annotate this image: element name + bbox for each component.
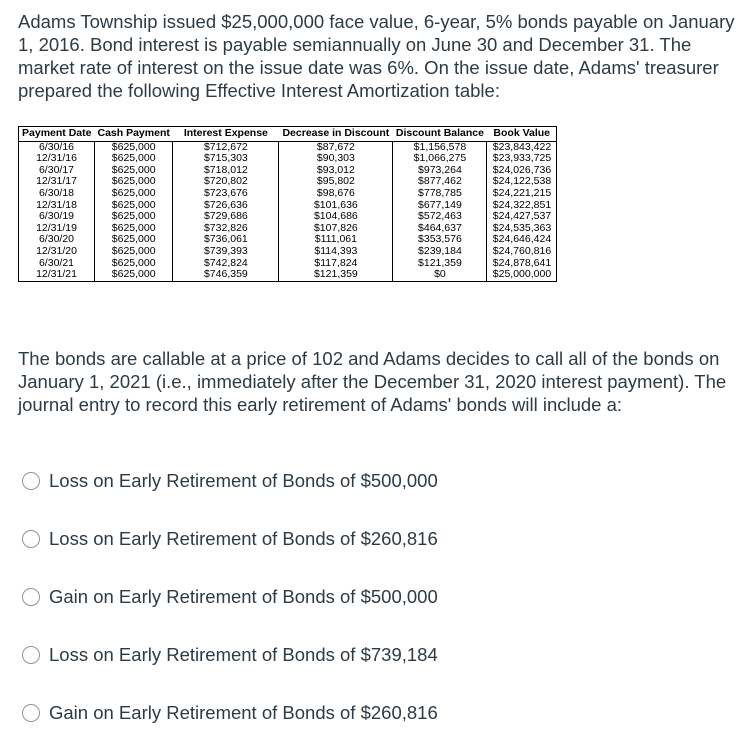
table-cell: $107,826 — [279, 223, 393, 235]
table-row — [19, 176, 557, 188]
table-cell: $353,576 — [393, 234, 487, 246]
table-cell: $742,824 — [173, 258, 279, 270]
table-row — [19, 258, 557, 270]
table-cell: $23,843,422 — [487, 141, 557, 153]
table-cell: $1,066,275 — [393, 153, 487, 165]
column-header: Discount Balance — [393, 127, 487, 142]
answer-option-label[interactable]: Gain on Early Retirement of Bonds of $260,816 — [49, 702, 438, 723]
table-row — [19, 188, 557, 200]
table-cell: $24,760,816 — [487, 246, 557, 258]
table-cell: $625,000 — [95, 165, 173, 177]
table-row — [19, 165, 557, 177]
amortization-table-wrapper — [18, 126, 557, 282]
question-intro: Adams Township issued $25,000,000 face value, 6-year, 5% bonds payable on January 1, 2016. Bond interest is payable semiannually on June 30 and December 31. The market rate of interest on the issue date was 6%. On the issue date, Adams' treasurer prepared the following Effective Interest Amortization table: — [18, 11, 735, 101]
table-cell: $93,012 — [279, 165, 393, 177]
table-cell: $24,322,851 — [487, 200, 557, 212]
column-header: Cash Payment — [95, 127, 173, 142]
table-row — [19, 234, 557, 246]
table-cell: $625,000 — [95, 141, 173, 153]
table-cell: 12/31/20 — [36, 244, 77, 257]
table-cell: $715,303 — [173, 153, 279, 165]
table-row — [19, 200, 557, 212]
table-row — [19, 141, 557, 153]
radio-button[interactable] — [22, 704, 40, 722]
table-cell: $24,026,736 — [487, 165, 557, 177]
table-cell: $24,535,363 — [487, 223, 557, 235]
table-cell: $24,221,215 — [487, 188, 557, 200]
answer-option[interactable] — [22, 684, 438, 742]
table-cell: $723,676 — [173, 188, 279, 200]
table-cell: $625,000 — [95, 176, 173, 188]
table-cell: $625,000 — [95, 246, 173, 258]
table-cell: $111,061 — [279, 234, 393, 246]
answer-option[interactable] — [22, 452, 438, 510]
table-cell: $625,000 — [95, 269, 173, 281]
table-cell: 6/30/18 — [38, 186, 75, 199]
table-cell: $625,000 — [95, 188, 173, 200]
table-cell: 12/31/21 — [36, 268, 77, 281]
table-cell: 12/31/19 — [36, 221, 77, 234]
table-cell: $625,000 — [95, 200, 173, 212]
table-cell: $712,672 — [173, 141, 279, 153]
table-cell: $746,359 — [173, 269, 279, 281]
column-header: Interest Expense — [173, 127, 279, 142]
answer-option-label[interactable]: Loss on Early Retirement of Bonds of $739,184 — [49, 644, 438, 665]
table-cell: $973,264 — [393, 165, 487, 177]
table-cell: $720,802 — [173, 176, 279, 188]
table-cell: $104,686 — [279, 211, 393, 223]
answer-option-label[interactable]: Gain on Early Retirement of Bonds of $500,000 — [49, 586, 438, 607]
radio-button[interactable] — [22, 530, 40, 548]
table-cell: $464,637 — [393, 223, 487, 235]
table-header-row — [19, 127, 557, 142]
table-cell: $732,826 — [173, 223, 279, 235]
column-header: Book Value — [487, 127, 557, 142]
table-cell: $677,149 — [393, 200, 487, 212]
answer-options — [22, 452, 438, 742]
table-cell: $625,000 — [95, 211, 173, 223]
table-body — [19, 141, 557, 281]
table-cell: $98,676 — [279, 188, 393, 200]
table-cell: $726,636 — [173, 200, 279, 212]
table-cell: $95,802 — [279, 176, 393, 188]
table-cell: $1,156,578 — [393, 141, 487, 153]
table-cell: $729,686 — [173, 211, 279, 223]
table-cell: 12/31/16 — [36, 152, 77, 165]
table-cell: 12/31/18 — [36, 198, 77, 211]
table-cell: $739,393 — [173, 246, 279, 258]
table-cell: $90,303 — [279, 153, 393, 165]
table-cell: $778,785 — [393, 188, 487, 200]
radio-button[interactable] — [22, 588, 40, 606]
answer-option[interactable] — [22, 568, 438, 626]
table-cell: 6/30/20 — [38, 233, 75, 246]
answer-option-label[interactable]: Loss on Early Retirement of Bonds of $260,816 — [49, 528, 438, 549]
table-cell: $625,000 — [95, 223, 173, 235]
table-cell: 6/30/19 — [38, 210, 75, 223]
answer-option[interactable] — [22, 510, 438, 568]
table-cell: $24,878,641 — [487, 258, 557, 270]
question-followup: The bonds are callable at a price of 102 and Adams decides to call all of the bonds on January 1, 2021 (i.e., immediately after the December 31, 2020 interest payment). The journal entry to record this early retirement of Adams' bonds will include a: — [18, 348, 727, 415]
table-cell: $25,000,000 — [487, 269, 557, 281]
table-cell: 12/31/17 — [36, 175, 77, 188]
table-cell: $239,184 — [393, 246, 487, 258]
table-cell: $736,061 — [173, 234, 279, 246]
table-cell: $117,824 — [279, 258, 393, 270]
column-header: Decrease in Discount — [279, 127, 393, 142]
table-row — [19, 153, 557, 165]
table-cell: $121,359 — [279, 269, 393, 281]
table-cell: $23,933,725 — [487, 153, 557, 165]
table-cell: $718,012 — [173, 165, 279, 177]
amortization-table — [18, 126, 557, 282]
table-cell: $121,359 — [393, 258, 487, 270]
answer-option-label[interactable]: Loss on Early Retirement of Bonds of $500,000 — [49, 470, 438, 491]
radio-button[interactable] — [22, 472, 40, 490]
table-cell: $24,122,538 — [487, 176, 557, 188]
table-row — [19, 223, 557, 235]
table-cell: $114,393 — [279, 246, 393, 258]
table-cell: $24,646,424 — [487, 234, 557, 246]
table-cell: $101,636 — [279, 200, 393, 212]
column-header: Payment Date — [19, 127, 95, 142]
table-cell: $877,462 — [393, 176, 487, 188]
table-row — [19, 211, 557, 223]
table-cell: $625,000 — [95, 258, 173, 270]
table-cell: $625,000 — [95, 153, 173, 165]
table-row — [19, 269, 557, 281]
table-cell: $0 — [393, 269, 487, 281]
table-cell: $572,463 — [393, 211, 487, 223]
table-cell: 6/30/17 — [38, 163, 75, 176]
answer-option[interactable] — [22, 626, 438, 684]
radio-button[interactable] — [22, 646, 40, 664]
table-row — [19, 246, 557, 258]
table-cell: 6/30/21 — [38, 256, 75, 269]
table-cell: 6/30/16 — [38, 140, 75, 153]
table-cell: $625,000 — [95, 234, 173, 246]
table-cell: $87,672 — [279, 141, 393, 153]
table-cell: $24,427,537 — [487, 211, 557, 223]
